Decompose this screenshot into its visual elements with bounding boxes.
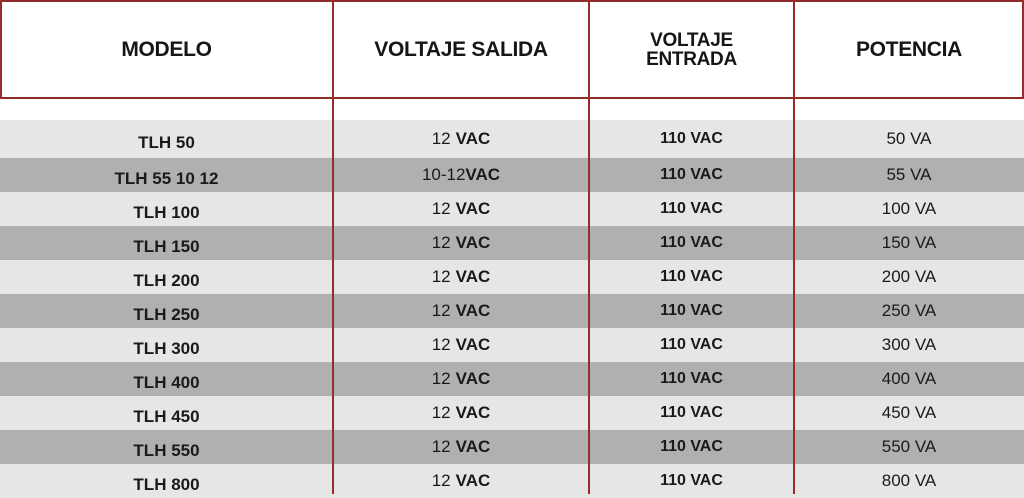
- voltaje-salida-unit: VAC: [455, 403, 491, 422]
- cell-modelo: TLH 50: [138, 133, 195, 152]
- voltaje-salida-value: 12: [431, 335, 451, 354]
- cell-modelo: TLH 400: [133, 373, 200, 392]
- table-row: [0, 294, 1024, 328]
- cell-voltaje-entrada: 110 VAC: [660, 166, 723, 183]
- column-divider: [332, 0, 334, 494]
- cell-modelo: TLH 800: [133, 475, 200, 494]
- cell-potencia: 250 VA: [881, 301, 937, 320]
- cell-potencia: 400 VA: [881, 369, 937, 388]
- cell-voltaje-entrada: 110 VAC: [660, 302, 723, 319]
- cell-voltaje-salida: [333, 158, 589, 192]
- header-modelo: MODELO: [121, 37, 212, 61]
- cell-voltaje-entrada: 110 VAC: [660, 268, 723, 285]
- column-divider: [793, 0, 795, 494]
- voltaje-salida-value: 10-12: [421, 165, 466, 184]
- voltaje-salida-value: 12: [431, 129, 451, 148]
- cell-modelo: TLH 250: [133, 305, 200, 324]
- voltaje-salida-value: 12: [431, 471, 451, 490]
- voltaje-salida-unit: VAC: [465, 165, 501, 184]
- cell-modelo: TLH 100: [133, 203, 200, 222]
- table-row: [0, 396, 1024, 430]
- cell-modelo: TLH 150: [133, 237, 200, 256]
- cell-voltaje-salida: [333, 260, 589, 294]
- cell-voltaje-entrada: 110 VAC: [660, 370, 723, 387]
- cell-modelo: TLH 200: [133, 271, 200, 290]
- cell-potencia: 50 VA: [886, 129, 932, 148]
- cell-modelo: TLH 300: [133, 339, 200, 358]
- cell-voltaje-salida: [333, 328, 589, 362]
- cell-voltaje-entrada: 110 VAC: [660, 336, 723, 353]
- cell-voltaje-entrada: 110 VAC: [660, 200, 723, 217]
- header-voltaje-entrada-line2: ENTRADA: [646, 48, 737, 70]
- voltaje-salida-value: 12: [431, 369, 451, 388]
- cell-modelo: TLH 450: [133, 407, 200, 426]
- cell-potencia: 55 VA: [886, 165, 932, 184]
- cell-potencia: 450 VA: [881, 403, 937, 422]
- column-divider: [588, 0, 590, 494]
- cell-voltaje-salida: [333, 226, 589, 260]
- cell-voltaje-entrada: 110 VAC: [660, 234, 723, 251]
- cell-voltaje-salida: [333, 396, 589, 430]
- table-row: [0, 464, 1024, 498]
- table-row: [0, 120, 1024, 158]
- cell-potencia: 100 VA: [881, 199, 937, 218]
- table-body: [0, 120, 1024, 498]
- voltaje-salida-unit: VAC: [455, 129, 491, 148]
- table-row: [0, 192, 1024, 226]
- cell-voltaje-entrada: 110 VAC: [660, 404, 723, 421]
- cell-modelo: TLH 55 10 12: [114, 169, 219, 188]
- voltaje-salida-unit: VAC: [455, 471, 491, 490]
- voltaje-salida-unit: VAC: [455, 233, 491, 252]
- column-divider: [0, 0, 2, 99]
- voltaje-salida-value: 12: [431, 403, 451, 422]
- voltaje-salida-unit: VAC: [455, 369, 491, 388]
- cell-voltaje-salida: [333, 192, 589, 226]
- header-potencia: POTENCIA: [855, 37, 963, 61]
- cell-voltaje-entrada: 110 VAC: [660, 438, 723, 455]
- cell-potencia: 550 VA: [881, 437, 937, 456]
- header-voltaje-salida: VOLTAJE SALIDA: [374, 37, 548, 61]
- table-row: [0, 260, 1024, 294]
- cell-potencia: 300 VA: [881, 335, 937, 354]
- header-voltaje-entrada-line1: VOLTAJE: [650, 29, 733, 51]
- cell-voltaje-salida: [333, 362, 589, 396]
- cell-potencia: 800 VA: [881, 471, 937, 490]
- table-header: [0, 0, 1024, 99]
- cell-voltaje-salida: [333, 430, 589, 464]
- voltaje-salida-unit: VAC: [455, 437, 491, 456]
- cell-voltaje-entrada: 110 VAC: [660, 130, 723, 147]
- cell-potencia: 200 VA: [881, 267, 937, 286]
- voltaje-salida-unit: VAC: [455, 267, 491, 286]
- table-row: [0, 430, 1024, 464]
- cell-potencia: 150 VA: [881, 233, 937, 252]
- cell-voltaje-salida: [333, 120, 589, 158]
- table-row: [0, 328, 1024, 362]
- voltaje-salida-value: 12: [431, 437, 451, 456]
- table-row: [0, 362, 1024, 396]
- voltaje-salida-value: 12: [431, 199, 451, 218]
- voltaje-salida-value: 12: [431, 233, 451, 252]
- table-row: [0, 158, 1024, 192]
- header-voltaje-entrada: [589, 2, 794, 97]
- voltaje-salida-unit: VAC: [455, 335, 491, 354]
- cell-modelo: TLH 550: [133, 441, 200, 460]
- voltaje-salida-value: 12: [431, 301, 451, 320]
- cell-voltaje-entrada: 110 VAC: [660, 472, 723, 489]
- voltaje-salida-unit: VAC: [455, 199, 491, 218]
- cell-voltaje-salida: [333, 464, 589, 498]
- table-row: [0, 226, 1024, 260]
- voltaje-salida-value: 12: [431, 267, 451, 286]
- cell-voltaje-salida: [333, 294, 589, 328]
- voltaje-salida-unit: VAC: [455, 301, 491, 320]
